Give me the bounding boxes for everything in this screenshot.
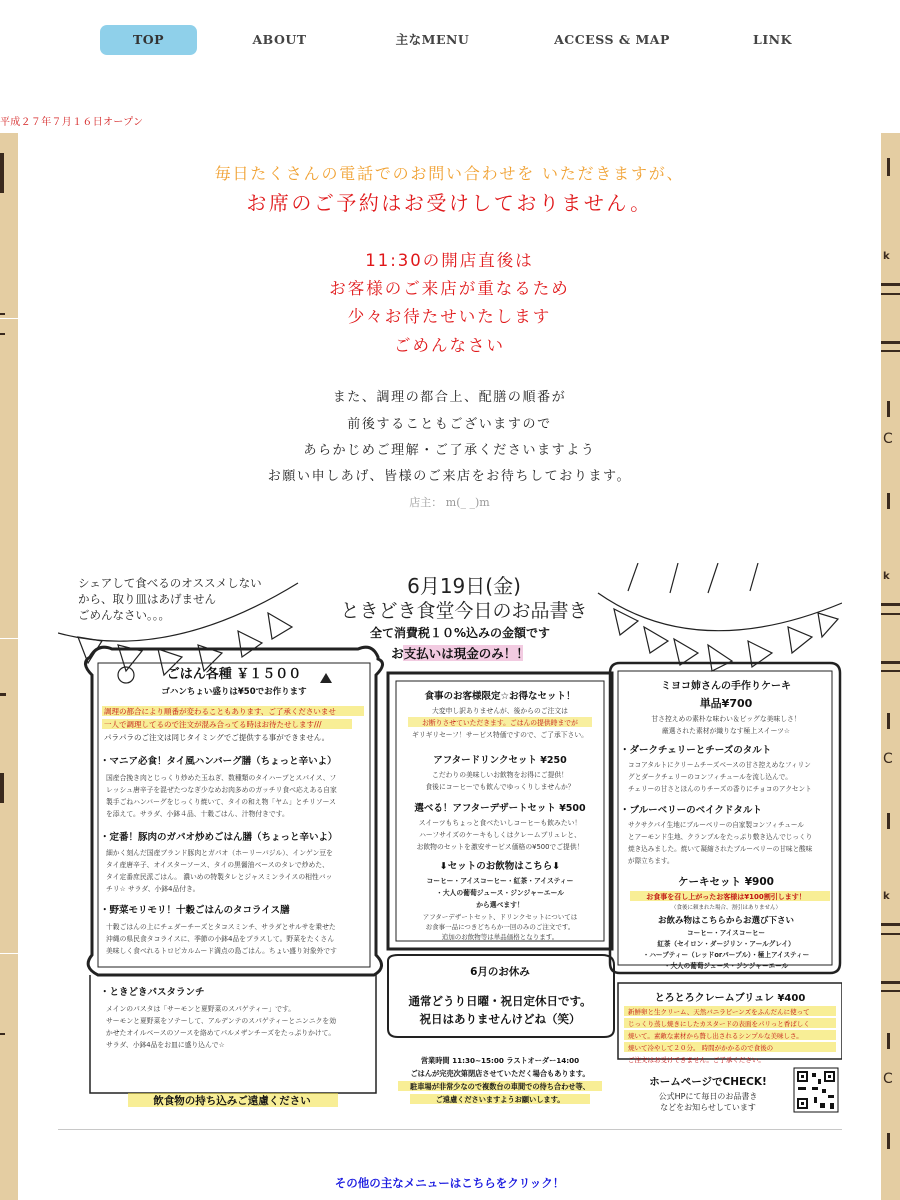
cake-intro-2: 厳選された素材が織りなす極上スイーツ☆	[661, 727, 791, 735]
rice-header: ごはん各種 ￥１５００	[166, 667, 302, 682]
rice-item-4-desc-1: メインのパスタは「サーモンと夏野菜のスパゲティー」です。	[106, 1005, 296, 1013]
cake-set: ケーキセット ¥900	[678, 876, 774, 888]
hours-note-1: ごはんが完売次第閉店させていただく場合もあります。	[410, 1069, 590, 1078]
cake-item-2-name: ・ブルーベリーのベイクドタルト	[620, 805, 762, 816]
rice-notice-3: パラパラのご注文は同じタイミングでご提供する事ができません。	[104, 733, 330, 742]
rice-item-1-desc-4: を添えて。サラダ、小鉢４品、十穀ごはん、汁物付きです。	[106, 810, 289, 818]
rice-item-1-desc-3: 製手ごねハンバーグをじっくり焼いて、タイの和え物「ヤム」とチリソース	[106, 798, 336, 806]
nav-menu[interactable]: 主なMENU	[395, 32, 470, 47]
homepage-header: ホームページでCHECK!	[649, 1076, 767, 1088]
rice-item-4-desc-3: かせたオイルベースのソースを絡めてパルメザンチーズをたっぷりかけて。	[106, 1029, 336, 1037]
left-side-pattern	[0, 133, 18, 1200]
rice-sub: ゴハンちょい盛りは¥50でお作ります	[161, 687, 307, 697]
notice-black-line-3: あらかじめご理解・ご了承くださいますよう	[303, 443, 596, 458]
cake-item-2-desc-2: とアーモンド生地、クランブルをたっぷり敷き込んでじっくり	[628, 833, 813, 841]
set-line-3: ギリギリセーフ！サービス特価ですので、ご了承下さい。	[412, 731, 588, 739]
board-title: ときどき食堂今日のお品書き	[340, 600, 588, 622]
cake-item-1-desc-3: チェリーの甘さとほんのりチーズの香りにチョコのアクセント	[628, 785, 812, 793]
notice-red-line-3: 少々お待たせいたします	[347, 307, 552, 326]
rice-item-2-name: ・定番！豚肉のガパオ炒めごはん膳（ちょっと辛いよ）	[100, 832, 338, 843]
notice-red-line-4: ごめんなさい	[394, 336, 505, 355]
brulee-desc-5: ご注文はお受けできません。ご了承ください。	[628, 1056, 765, 1064]
content-divider	[58, 1129, 842, 1130]
rice-item-4-name: ・ときどきパスタランチ	[100, 987, 205, 998]
drink-set-desc-2: 食後にコーヒーでも飲んでゆっくりしませんか？	[425, 783, 575, 791]
cake-item-2-desc-4: が際立ちます。	[628, 857, 674, 865]
drink-set: アフタードリンクセット ¥250	[433, 755, 567, 766]
cake-item-2-desc-3: 焼き込みました。焼いて凝縮されたブルーベリーの甘味と酸味	[628, 845, 813, 853]
rice-item-2-desc-4: チリ☆ サラダ、小鉢4品付き。	[106, 885, 200, 893]
notice-red-line-2: お客様のご来店が重なるため	[329, 279, 570, 298]
right-side-pattern: k C k C k C	[881, 133, 900, 1200]
set-drinks-header: ⬇セットのお飲物はこちら⬇	[439, 861, 561, 872]
rice-item-3-desc-3: 美味しく食べれるトロピカルムード満点の島ごはん。ちょい盛り対象外です	[106, 947, 337, 955]
hours-note-2: 駐車場が非常少なので複数台の車間での待ち合わせ等、	[410, 1082, 590, 1091]
rice-item-1-desc-2: レッシュ唐辛子を混ぜたつなぎ少なめお肉多めのガッチリ食べ応えある自家	[106, 786, 337, 794]
homepage-line-1: 公式HPにて毎日のお品書き	[658, 1092, 758, 1101]
set-line-1: 大変申し訳ありませんが、後からのご注文は	[432, 707, 568, 715]
brulee-desc-2: じっくり蒸し焼きにしたカスタードの表面をパリっと香ばしく	[628, 1020, 810, 1028]
notice-black-line-1: また、調理の都合上、配膳の順番が	[332, 390, 567, 405]
set-drinks-note-2: お食事一品につきどちらか一回のみのご注文です。	[425, 923, 575, 931]
tax-note: 全て消費税１０%込みの金額です	[369, 626, 551, 640]
homepage-line-2: などをお知らせしています	[660, 1103, 756, 1112]
nav-about[interactable]: ABOUT	[252, 32, 307, 47]
business-hours: 営業時間 11:30~15:00 ラストオーダー14:00	[420, 1056, 580, 1065]
notice-no-reservations: お席のご予約はお受けしておりません。	[246, 191, 653, 215]
corner-note-3: ごめんなさい。。。	[78, 608, 170, 622]
nav-link[interactable]: LINK	[753, 32, 792, 47]
nav-top[interactable]: TOP	[100, 25, 197, 55]
cake-item-2-desc-1: サクサクパイ生地にブルーベリーの自家製コンフィチュール	[628, 821, 804, 829]
board-date: 6月19日(金)	[407, 574, 521, 598]
qr-code-icon	[794, 1068, 838, 1112]
cake-drinks-2: 紅茶（セイロン・ダージリン・アールグレイ）	[657, 940, 795, 948]
set-header: 食事のお客様限定☆お得なセット！	[424, 691, 576, 702]
no-outside-food: 飲食物の持ち込みご遠慮ください	[153, 1095, 311, 1107]
main-nav	[0, 25, 900, 55]
dessert-set-desc-2: ハーフサイズのケーキもしくはクレームブリュレと、	[419, 831, 581, 839]
cake-header: ミヨコ姉さんの手作りケーキ	[661, 681, 791, 692]
cake-intro-1: 甘さ控えめの素朴な味わい＆ビッグな美味しさ！	[651, 715, 801, 723]
rice-notice-1: 調理の都合により順番が変わることもあります、ご了承くださいませ	[104, 707, 336, 716]
set-line-2: お断りさせていただきます。ごはんの提供時までが	[422, 719, 578, 727]
cake-price: 単品¥700	[699, 697, 753, 710]
holiday-line-1: 通常どうり日曜・祝日定休日です。	[408, 994, 592, 1008]
owner-signature: 店主： m(_ _)m	[409, 496, 490, 509]
cake-set-note-1: お食事を召し上がったお客様は¥100割引します！	[646, 893, 806, 901]
cake-item-1-desc-1: ココアタルトにクリームチーズベースの甘さ控えめなフィリン	[628, 761, 811, 769]
rice-notice-2: 一人で調理してるので注文が混み合ってる時はお待たせします///	[104, 720, 322, 729]
more-menu-link[interactable]: その他の主なメニューはこちらをクリック！	[334, 1176, 565, 1190]
cake-item-1-desc-2: グとダークチェリーのコンフィチュールを流し込んで。	[628, 773, 792, 781]
cash-note: お支払いは現金のみ！！	[391, 646, 529, 661]
brulee-desc-1: 新鮮卵と生クリーム、天然バニラビーンズをふんだんに使って	[628, 1008, 810, 1016]
corner-note-1: シェアして食べるのオススメしない	[78, 576, 262, 590]
notice-black-line-2: 前後することもございますので	[347, 417, 552, 432]
dessert-set: 選べる！アフターデザートセット ¥500	[414, 803, 586, 814]
holiday-header: 6月のお休み	[470, 966, 530, 978]
rice-item-2-desc-2: タイ産唐辛子、オイスターソース、タイの黒醤油ベースのタレで炒めた、	[106, 861, 329, 869]
rice-item-2-desc-1: 細かく刻んだ国産ブランド豚肉とガパオ（ホーリーバジル）、インゲン豆を	[106, 849, 333, 857]
rice-item-3-name: ・野菜モリモリ！十穀ごはんのタコライス膳	[100, 905, 290, 916]
corner-note-2: から、取り皿はあげません	[78, 592, 216, 606]
set-drinks-note-3: 追加のお飲物等は単品価格となります。	[441, 933, 559, 941]
cake-drinks-3: ・ハーブティー（レッドorパープル）・極上アイスティー	[642, 951, 810, 959]
cake-drinks-4: ・大人の葡萄ジュース・ジンジャーエール	[663, 962, 789, 970]
rice-item-1-name: ・マニア必食！タイ風ハンバーグ膳（ちょっと辛いよ）	[100, 756, 337, 767]
brulee-desc-3: 焼いて。素敵な素材から贅し出されるシンプルな美味しさ。	[628, 1032, 803, 1040]
holiday-line-2: 祝日はありませんけどね（笑）	[419, 1012, 581, 1026]
rice-item-4-desc-2: サーモンと夏野菜をソテーして、アルデンテのスパゲティーとニンニクを効	[106, 1017, 337, 1025]
cake-item-1-name: ・ダークチェリーとチーズのタルト	[620, 745, 772, 756]
cake-set-note-2: （食後に頼まれた場合、割引はありません）	[670, 905, 782, 911]
cake-drinks-1: コーヒー・アイスコーヒー	[687, 929, 765, 937]
opening-date: 平成２７年７月１６日オープン	[0, 117, 144, 128]
set-drinks-note-1: アフターデザートセット、ドリンクセットについては	[422, 913, 578, 921]
rice-item-1-desc-1: 国産合挽き肉とじっくり炒めた玉ねぎ、数種類のタイハーブとスパイス、フ	[106, 774, 337, 782]
notice-line-1: 毎日たくさんの電話でのお問い合わせを いただきますが、	[214, 164, 685, 183]
rice-item-3-desc-2: 沖縄の県民食タコライスに、季節の小鉢4品をプラスして。野菜をたくさん	[106, 935, 335, 943]
menu-board-image	[58, 563, 842, 1123]
rice-item-3-desc-1: 十穀ごはんの上にチェダーチーズとタコスミンチ、サラダとサルサを乗せた	[106, 923, 336, 931]
main-content	[18, 133, 881, 1200]
set-drinks-2: ・大人の葡萄ジュース・ジンジャーエール	[435, 889, 565, 897]
drink-set-desc-1: こだわりの美味しいお飲物をお得にご提供！	[432, 771, 568, 779]
brulee-header: とろとろクレームブリュレ ¥400	[654, 993, 806, 1004]
nav-access-map[interactable]: ACCESS & MAP	[554, 32, 670, 47]
brulee-desc-4: 焼いて冷やして２０分。 時間がかかるので食後の	[628, 1044, 774, 1052]
dessert-set-desc-3: お飲物のセットを激安サービス価格の¥500でご提供！	[416, 843, 584, 851]
notice-red-line-1: 11:30の開店直後は	[365, 251, 534, 270]
rice-item-2-desc-3: タイ定番庶民派ごはん。 濃いめの特製タレとジャスミンライスの相性バッ	[106, 873, 333, 881]
dessert-set-desc-1: スイーツもちょっと食べたいしコーヒーも飲みたい！	[418, 819, 582, 827]
cake-drinks-header: お飲み物はこちらからお選び下さい	[657, 916, 795, 926]
rice-item-4-desc-4: サラダ、小鉢4品をお皿に盛り込んで☆	[106, 1041, 225, 1049]
hours-note-3: ご遠慮くださいますようお願いします。	[435, 1095, 565, 1104]
notice-black-line-4: お願い申しあげ、皆様のご来店をお待ちしております。	[267, 469, 632, 484]
set-drinks-1: コーヒー・アイスコーヒー・紅茶・アイスティー	[426, 877, 574, 885]
set-drinks-3: から選べます！	[476, 901, 524, 909]
